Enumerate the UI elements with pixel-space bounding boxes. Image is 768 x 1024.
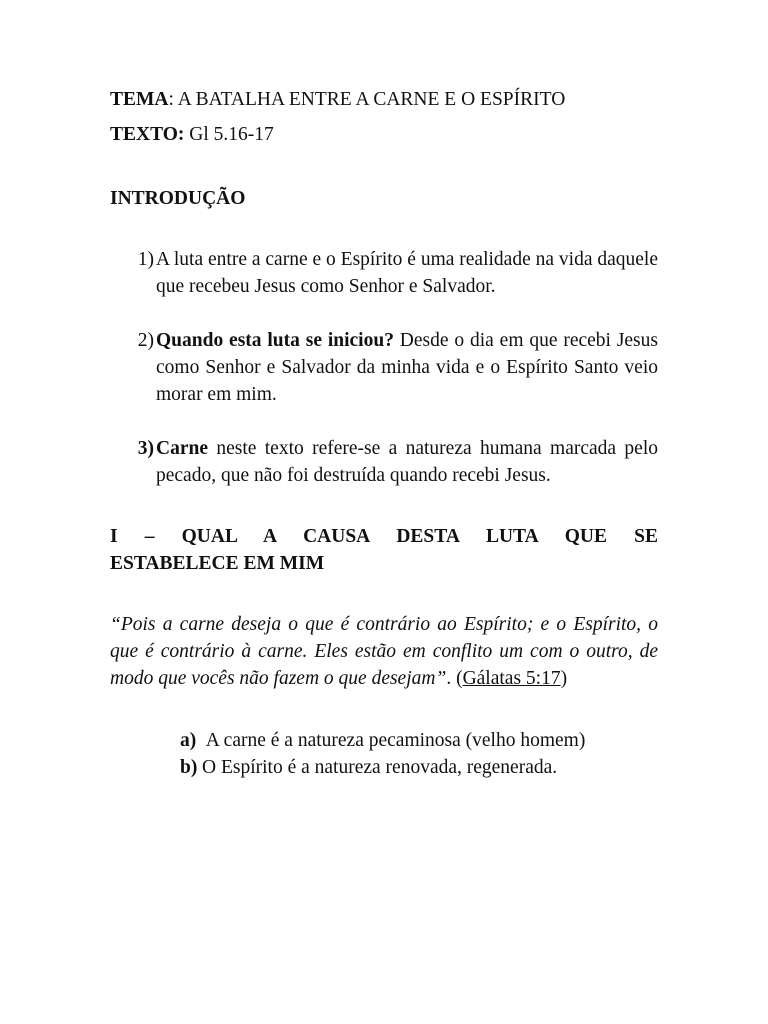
points-list [180, 727, 658, 781]
text-reference-line [110, 121, 658, 148]
point-text: O Espírito é a natureza renovada, regenerada. [202, 757, 558, 778]
list-item [180, 754, 658, 781]
list-item-text [156, 246, 658, 300]
list-item [110, 246, 658, 300]
section-heading [110, 523, 658, 577]
list-item-number: 3) [137, 438, 154, 459]
list-item [110, 435, 658, 489]
section-heading-line-1: I – QUAL A CAUSA DESTA LUTA QUE SE [110, 526, 658, 547]
theme-separator: : [168, 89, 178, 110]
point-label: b) [180, 757, 198, 778]
document-page [110, 86, 658, 781]
introduction-heading: INTRODUÇÃO [110, 188, 246, 209]
list-item [180, 727, 658, 754]
theme-text: A BATALHA ENTRE A CARNE E O ESPÍRITO [177, 89, 566, 110]
scripture-reference-close: ) [560, 668, 568, 689]
list-item-body: Desde o dia em que recebi Jesus como Senhor e Salvador da minha vida e o Espírito Santo veio morar em mim. [156, 330, 658, 405]
list-item-text [156, 327, 658, 408]
scripture-quote-text: “Pois a carne deseja o que é contrário ao Espírito; e o Espírito, o que é contrário à carne. Eles estão em conflito um com o outro, de modo que vocês não fazem o que desejam” [110, 614, 658, 689]
text-reference-label: TEXTO: [110, 124, 185, 145]
list-item-body: A luta entre a carne e o Espírito é uma realidade na vida daquele que recebeu Jesus como Senhor e Salvador. [156, 249, 658, 297]
scripture-reference: Gálatas 5:17 [462, 668, 561, 689]
scripture-quote-punctuation: . ( [446, 668, 463, 689]
section-heading-line-2: ESTABELECE EM MIM [110, 553, 325, 574]
point-text: A carne é a natureza pecaminosa (velho homem) [202, 730, 586, 751]
theme-label: TEMA [110, 89, 169, 110]
text-reference-value: Gl 5.16-17 [184, 124, 274, 145]
list-item-emphasis: Quando esta luta se iniciou? [156, 330, 394, 351]
list-item-emphasis: Carne [156, 438, 208, 459]
introduction-list [110, 246, 658, 489]
point-label: a) [180, 730, 197, 751]
list-item-number: 2) [137, 330, 154, 351]
theme-line [110, 86, 658, 113]
list-item-number: 1) [137, 249, 154, 270]
list-item-body: neste texto refere-se a natureza humana marcada pelo pecado, que não foi destruída quando recebi Jesus. [156, 438, 658, 486]
list-item-text [156, 435, 658, 489]
list-item [110, 327, 658, 408]
scripture-quote [110, 611, 658, 692]
